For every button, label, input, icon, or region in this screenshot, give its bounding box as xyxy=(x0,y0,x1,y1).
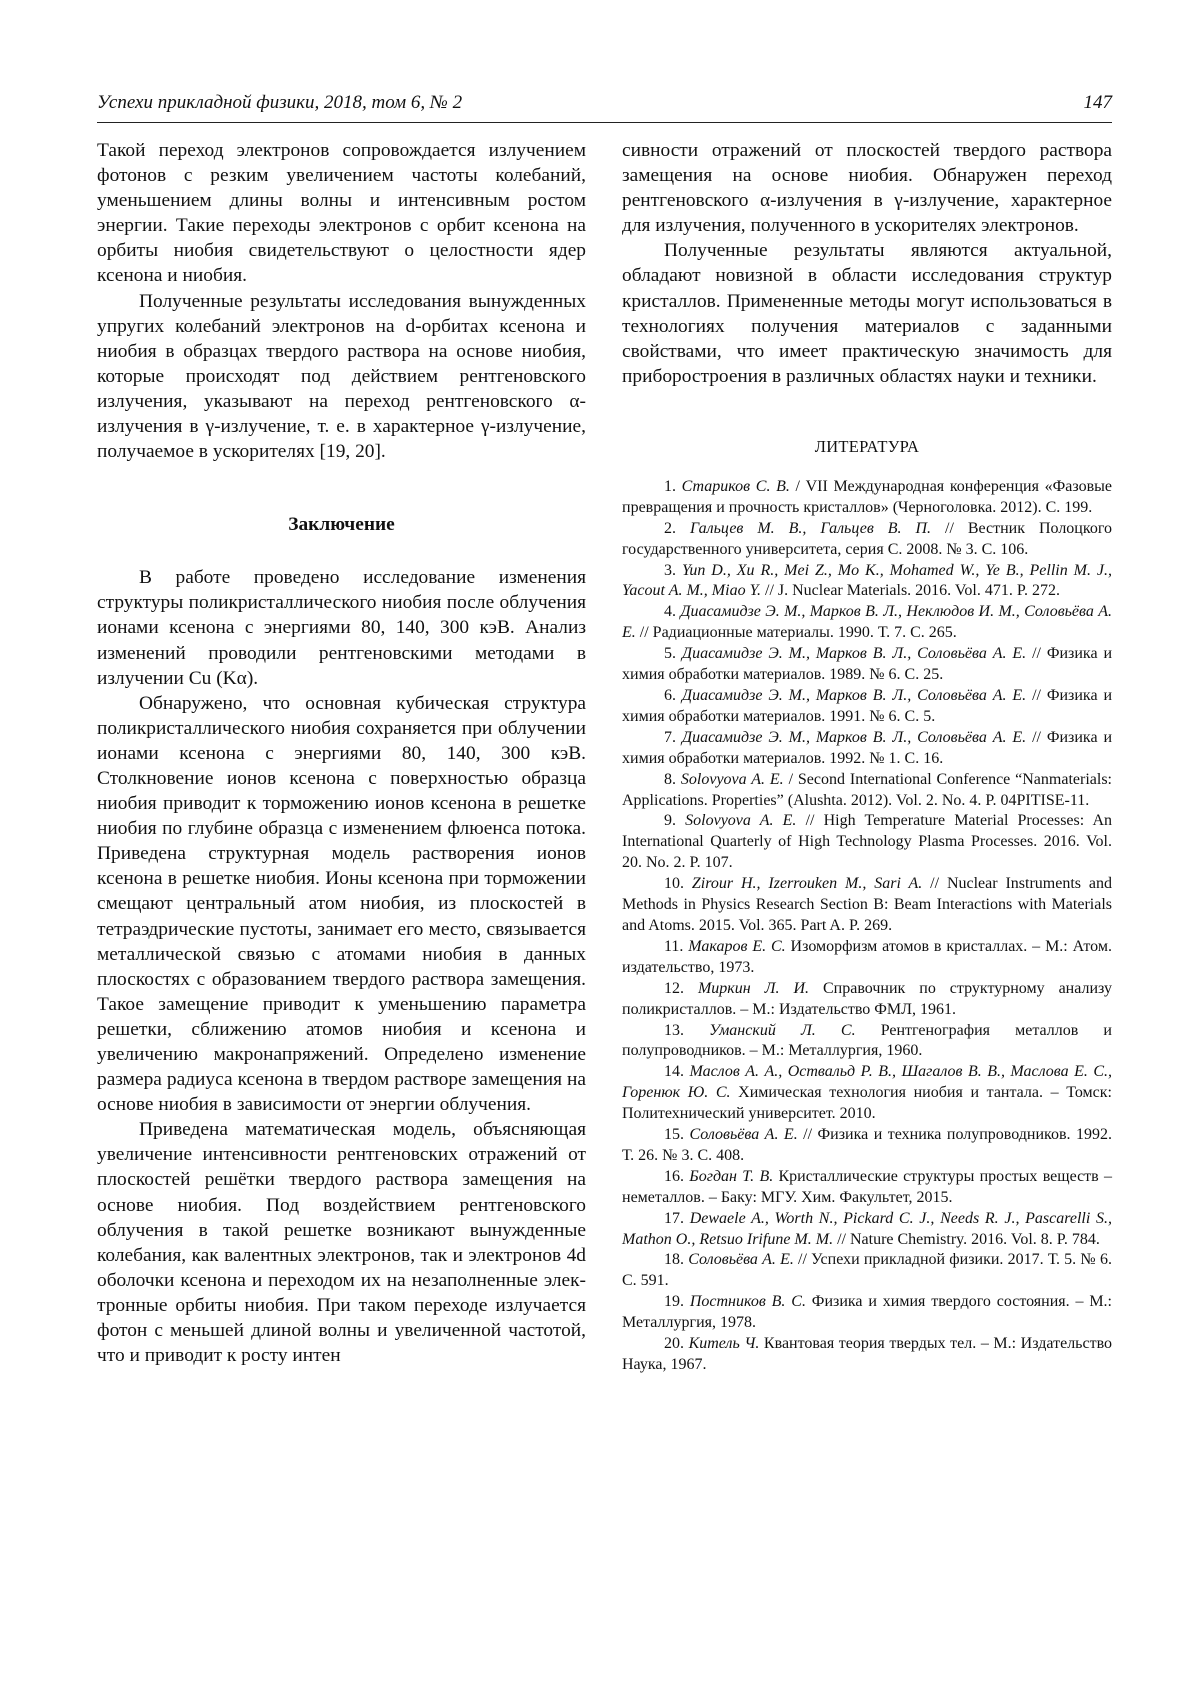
reference-source: Справочник по структурному анализу поликристаллов. – М.: Издательство ФМЛ, 1961. xyxy=(622,979,1113,1018)
reference-item xyxy=(622,477,1112,519)
reference-item xyxy=(622,1167,1112,1209)
paragraph: Такой переход электронов сопровождается излучением фотонов с резким увеличением частоты колебаний, уменьшением длины волны и интенсивным ростом энергии. Такие переходы электронов с орбит ксенона на орбиты ниобия свидетельствуют о целостности ядер ксенона и ниобия. xyxy=(97,140,586,287)
reference-number: 19. xyxy=(664,1293,684,1311)
reference-authors: Уманский Л. С. xyxy=(709,1021,856,1039)
reference-source: Квантовая теория твердых тел. – М.: Издательство Наука, 1967. xyxy=(622,1335,1113,1373)
paragraph: В работе проведено исследование изменения структуры поликристаллического ниобия после облучения ионами ксенона с энергиями 80, 140, 300 кэВ. Анализ изменений проводили рентгеновскими методами в излучении Cu (Kα). xyxy=(97,567,586,689)
reference-authors: Макаров Е. С. xyxy=(688,937,786,955)
reference-item xyxy=(622,770,1112,812)
reference-authors: Маслов А. А., Оствальд Р. В., Шагалов В. В., Маслова Е. С., Горенюк Ю. С. xyxy=(622,1063,1112,1102)
reference-item xyxy=(622,686,1112,728)
reference-source: Физика и химия твердого состояния. – М.: Металлургия, 1978. xyxy=(622,1293,1112,1332)
reference-number: 17. xyxy=(664,1209,684,1227)
reference-source: // Физика и техника полупроводников. 1992. Т. 26. № 3. С. 408. xyxy=(622,1126,1113,1164)
section-title: Заключение xyxy=(288,514,395,536)
reference-item xyxy=(622,874,1112,937)
reference-source: Кристаллические структуры простых веществ – неметаллов. – Баку: МГУ. Хим. Факультет, 2015. xyxy=(622,1167,1113,1206)
reference-item xyxy=(622,602,1112,644)
reference-source: // Вестник Полоцкого государственного университета, серия С. 2008. № 3. С. 106. xyxy=(622,519,1112,558)
reference-authors: Соловьёва А. Е. xyxy=(688,1251,794,1269)
reference-number: 2. xyxy=(664,519,676,537)
reference-source: // Физика и химия обработки материалов. 1991. № 6. С. 5. xyxy=(622,687,1113,725)
reference-authors: Стариков С. В. xyxy=(681,477,790,495)
paragraph: сивности отражений от плоскостей твердого раствора замещения на основе ниобия. Обнаружен переход рентгеновского α-излучения в γ-излучение, характерное для излучения, полученного в ускорителях электронов. xyxy=(622,140,1112,237)
reference-authors: Миркин Л. И. xyxy=(697,979,810,997)
references-heading: ЛИТЕРАТУРА xyxy=(814,436,920,456)
reference-item xyxy=(622,1250,1112,1292)
reference-item xyxy=(622,979,1112,1021)
reference-number: 18. xyxy=(664,1251,684,1269)
paragraph: Полученные результаты исследования вынужденных упругих колебаний электронов на d-орбитах ксенона и ниобия в образцах твердого раствора на основе ниобия, которые происходят под действием рентгеновского излучения, указывают на переход рентгеновского α-излучения в γ-излучение, т. е. в характерное γ-излучение, получаемое в ускорителях [19, 20]. xyxy=(97,290,586,463)
reference-item xyxy=(622,644,1112,686)
reference-item xyxy=(622,519,1112,561)
reference-number: 12. xyxy=(664,979,684,997)
reference-number: 16. xyxy=(664,1167,684,1185)
reference-authors: Диасамидзе Э. М., Марков В. Л., Неклюдов И. М., Соловьёва А. Е. xyxy=(622,603,1113,642)
reference-item xyxy=(622,1292,1112,1334)
reference-authors: Китель Ч. xyxy=(688,1335,760,1353)
reference-authors: Solovyova A. E. xyxy=(680,770,784,788)
reference-authors: Диасамидзе Э. М., Марков В. Л., Соловьёва А. Е. xyxy=(681,687,1027,704)
reference-number: 5. xyxy=(664,645,676,663)
reference-source: // High Temperature Material Processes: An International Quarterly of High Technology Plasma Processes. 2016. Vol. 20. No. 2. P. 107. xyxy=(622,812,1113,872)
reference-source: Химическая технология ниобия и тантала. – Томск: Политехнический университет. 2010. xyxy=(622,1084,1112,1123)
journal-title: Успехи прикладной физики, 2018, том 6, № 2 xyxy=(97,92,463,113)
reference-list xyxy=(622,477,1112,1376)
reference-item xyxy=(622,1062,1112,1125)
reference-number: 9. xyxy=(664,812,676,830)
reference-authors: Постников В. С. xyxy=(689,1293,806,1311)
reference-item xyxy=(622,561,1112,603)
reference-number: 14. xyxy=(664,1063,684,1081)
right-column xyxy=(622,138,1112,1376)
reference-source: // Физика и химия обработки материалов. 1989. № 6. С. 25. xyxy=(622,645,1113,684)
reference-source: // J. Nuclear Materials. 2016. Vol. 471. P. 272. xyxy=(761,582,1060,600)
reference-authors: Гальцев М. В., Гальцев В. П. xyxy=(689,519,932,537)
left-column xyxy=(97,138,586,1368)
reference-number: 7. xyxy=(664,728,676,746)
reference-source: // Физика и химия обработки материалов. 1992. № 1. С. 16. xyxy=(622,728,1113,767)
reference-number: 13. xyxy=(664,1021,684,1039)
reference-source: // Успехи прикладной физики. 2017. Т. 5. № 6. С. 591. xyxy=(622,1251,1113,1290)
reference-number: 10. xyxy=(664,875,684,893)
reference-authors: Yun D., Xu R., Mei Z., Mo K., Mohamed W., Ye B., Pellin M. J., Yacout A. M., Miao Y. xyxy=(622,561,1113,600)
reference-number: 3. xyxy=(664,561,676,579)
page-number: 147 xyxy=(1083,92,1112,113)
reference-item xyxy=(622,1334,1112,1376)
reference-number: 8. xyxy=(664,770,676,788)
reference-item xyxy=(622,937,1112,979)
reference-authors: Диасамидзе Э. М., Марков В. Л., Соловьёва А. Е. xyxy=(681,728,1027,746)
reference-authors: Solovyova A. E. xyxy=(685,812,797,830)
reference-item xyxy=(622,1021,1112,1063)
reference-authors: Dewaele A., Worth N., Pickard C. J., Needs R. J., Pascarelli S., Mathon O., Retsuo Irifune M. M. xyxy=(622,1209,1113,1248)
reference-item xyxy=(622,728,1112,770)
reference-number: 1. xyxy=(664,477,676,495)
reference-source: / VII Международная конференция «Фазовые превращения и прочность кристаллов» (Черноголовка. 2012). С. 199. xyxy=(622,477,1112,516)
reference-source: // Nature Chemistry. 2016. Vol. 8. P. 784. xyxy=(833,1230,1100,1248)
reference-authors: Диасамидзе Э. М., Марков В. Л., Соловьёва А. Е. xyxy=(681,645,1027,663)
reference-item xyxy=(622,811,1112,874)
paragraph: Приведена математическая модель, объясняющая увеличение интенсивности рентгеновских отражений от плоскостей решётки твердого раствора замещения на основе ниобия. Под воздействием рентгеновского облучения в такой решетке возникают вынужденные колебания, как валентных электронов, так и электронов 4d оболочки ксенона и переходом их на незаполненные электронные орбиты ниобия. При таком переходе излучается фотон с меньшей длиной волны и увеличенной частотой, что и приводит к росту интен xyxy=(97,1119,586,1367)
reference-source: Изоморфизм атомов в кристаллах. – М.: Атом. издательство, 1973. xyxy=(622,937,1112,976)
reference-number: 11. xyxy=(664,937,684,955)
reference-number: 15. xyxy=(664,1126,684,1144)
reference-number: 6. xyxy=(664,687,676,704)
reference-authors: Соловьёва А. Е. xyxy=(689,1126,798,1144)
reference-number: 20. xyxy=(664,1335,684,1353)
reference-number: 4. xyxy=(664,603,676,621)
paragraph: Полученные результаты являются актуальной, обладают новизной в области исследования структур кристаллов. Примененные методы могут использоваться в технологиях получения материалов с заданными свойствами, что имеет практическую значимость для приборостроения в различных областях науки и техники. xyxy=(622,240,1112,387)
reference-source: / Second International Conference “Nanmaterials: Applications. Properties” (Alushta. 2012). Vol. 2. No. 4. P. 04PITISE-11. xyxy=(622,770,1112,809)
running-head xyxy=(97,92,1112,123)
reference-authors: Богдан Т. В. xyxy=(689,1167,774,1185)
reference-source: // Nuclear Instruments and Methods in Physics Research Section B: Beam Interactions with Materials and Atoms. 2015. Vol. 365. Part A. P. 269. xyxy=(622,875,1112,934)
reference-source: // Радиационные материалы. 1990. Т. 7. С. 265. xyxy=(635,624,957,642)
reference-authors: Zirour H., Izerrouken M., Sari A. xyxy=(691,875,923,893)
reference-item xyxy=(622,1125,1112,1167)
paragraph: Обнаружено, что основная кубическая структура поликристаллического ниобия сохраняется при облучении ионами ксенона с энергиями 80, 140, 300 кэВ. Столкновение ионов ксенона с поверхностью образца ниобия приводит к торможению ионов ксенона в решетке ниобия по глубине образца с изменением флюенса потока. Приведена структурная модель растворения ионов ксенона в решетке ниобия. Ионы ксенона при торможении смещают центральный атом ниобия, из плоскостей в тетраэдрические пустоты, занимает его место, связывается металлической связью с атомами ниобия в данных плоскостях с образованием твердого раствора замещения. Такое замещение приводит к уменьшению параметра решетки, сближению атомов ниобия и ксенона и увеличению макронапряжений. Определено изменение размера радиуса ксенона в твердом растворе замещения на основе ниобия в зависимости от энергии облучения. xyxy=(97,692,586,1116)
reference-item xyxy=(622,1209,1112,1251)
reference-source: Рентгенография металлов и полупроводников. – М.: Металлургия, 1960. xyxy=(622,1021,1112,1060)
